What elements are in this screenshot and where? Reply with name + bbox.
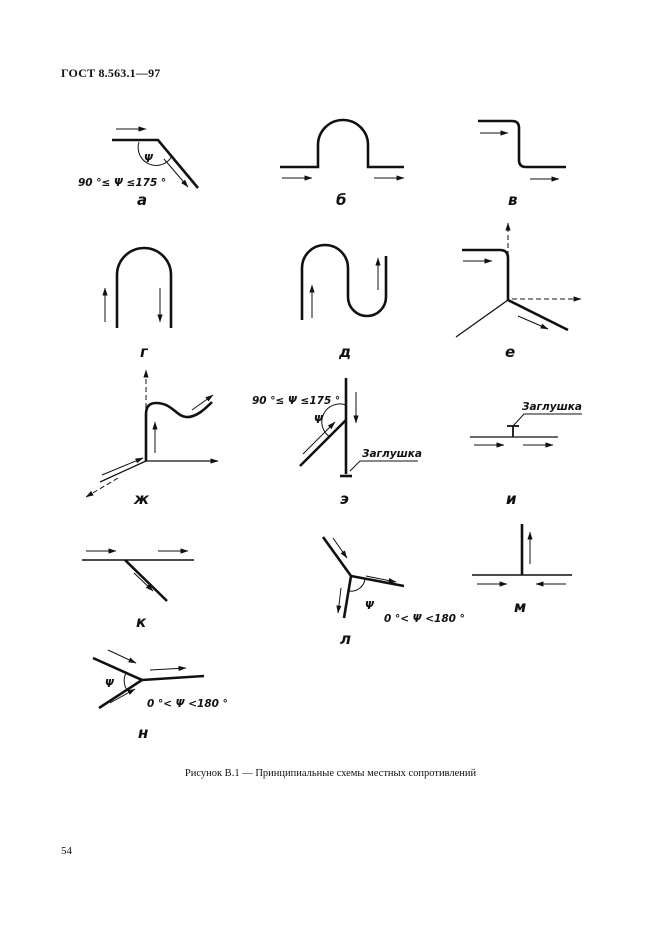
scheme-a: [78, 129, 198, 209]
scheme-i: [470, 401, 582, 508]
figure-caption: Рисунок В.1 — Принципиальные схемы местных сопротивлений: [184, 768, 477, 779]
scheme-n: [93, 650, 228, 742]
scheme-label: д: [339, 343, 352, 361]
psi-symbol: Ψ: [314, 414, 323, 426]
angle-range: 0 °< Ψ <180 °: [384, 613, 465, 625]
page-number: 54: [61, 845, 72, 857]
scheme-l: [323, 537, 465, 648]
plug-label: Заглушка: [362, 448, 422, 460]
scheme-label: в: [508, 191, 518, 209]
psi-symbol: Ψ: [365, 600, 374, 612]
scheme-label: м: [514, 598, 527, 616]
scheme-label: ж: [134, 490, 149, 508]
scheme-label: г: [140, 343, 148, 361]
scheme-label: н: [138, 724, 149, 742]
scheme-e: [456, 223, 581, 361]
scheme-label: б: [336, 191, 347, 209]
plug-label: Заглушка: [522, 401, 582, 413]
scheme-label: а: [137, 191, 148, 209]
scheme-label: э: [340, 490, 349, 508]
scheme-ze: [252, 378, 422, 508]
document-header: ГОСТ 8.563.1—97: [61, 66, 161, 80]
scheme-m: [472, 524, 572, 616]
scheme-label: и: [506, 490, 517, 508]
scheme-k: [82, 551, 194, 631]
psi-symbol: Ψ: [105, 678, 114, 690]
angle-range: 90 °≤ Ψ ≤175 °: [252, 395, 341, 407]
scheme-g: [105, 248, 171, 361]
scheme-zh: [86, 370, 218, 508]
angle-range: 0 °< Ψ <180 °: [147, 698, 228, 710]
scheme-label: е: [505, 343, 516, 361]
scheme-d: [302, 245, 386, 361]
scheme-b: [280, 120, 404, 209]
scheme-label: л: [340, 630, 351, 648]
scheme-v: [478, 121, 566, 209]
angle-range: 90 °≤ Ψ ≤175 °: [78, 177, 167, 189]
psi-symbol: Ψ: [144, 153, 153, 165]
scheme-label: к: [136, 613, 147, 631]
